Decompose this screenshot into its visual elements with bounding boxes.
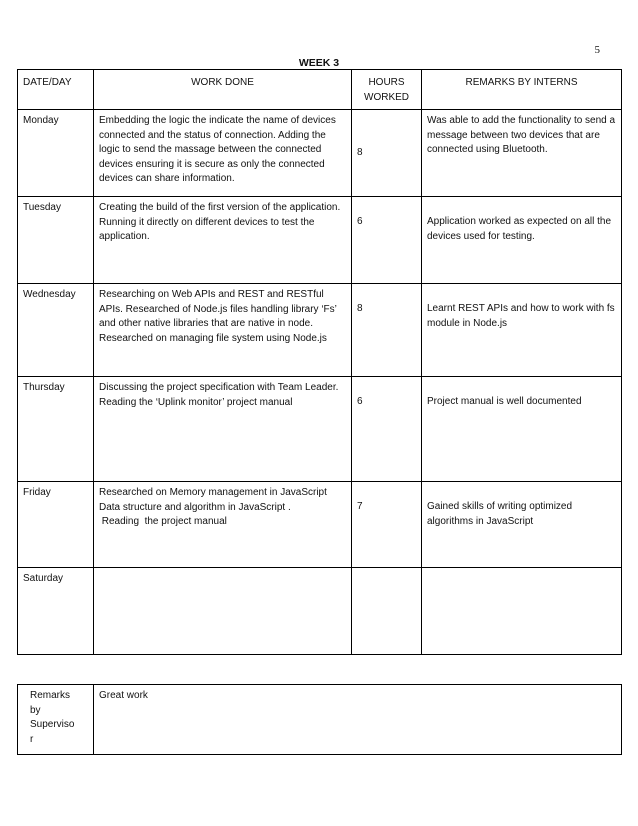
day-cell: Wednesday (18, 284, 94, 377)
supervisor-row (18, 685, 622, 755)
work-done-cell (94, 482, 352, 568)
supervisor-label-line: r (30, 733, 34, 745)
header-hours-line2: WORKED (364, 91, 409, 103)
header-work-done: WORK DONE (94, 70, 352, 110)
remarks-cell: Project manual is well documented (422, 377, 622, 482)
work-done-cell: Researching on Web APIs and REST and RESTful APIs. Researched of Node.js files handling library ‘Fs’ and other native libraries that are native in node. Researched on managing file system using Node.js (94, 284, 352, 377)
work-done-cell: Embedding the logic the indicate the name of devices connected and the status of connection. Adding the logic to send the massage between the connected devices ensuring it is secure as only the connected devices can share information. (94, 110, 352, 197)
hours-cell: 8 (352, 284, 422, 377)
remarks-cell: Was able to add the functionality to send a message between two devices that are connected using Bluetooth. (422, 110, 622, 197)
day-cell: Saturday (18, 568, 94, 655)
header-hours-line1: HOURS (368, 77, 405, 88)
supervisor-remark: Great work (94, 685, 622, 755)
table-header-row (18, 70, 622, 110)
day-cell: Friday (18, 482, 94, 568)
day-cell: Thursday (18, 377, 94, 482)
work-line: Data structure and algorithm in JavaScript . (99, 501, 291, 513)
remarks-cell: Learnt REST APIs and how to work with fs module in Node.js (422, 284, 622, 377)
remarks-cell: Gained skills of writing optimized algorithms in JavaScript (422, 482, 622, 568)
day-cell: Monday (18, 110, 94, 197)
remarks-cell: Application worked as expected on all the devices used for testing. (422, 197, 622, 284)
header-hours-worked (352, 70, 422, 110)
supervisor-label-line: Superviso (30, 719, 75, 730)
work-done-cell: Creating the build of the first version of the application. Running it directly on different devices to test the application. (94, 197, 352, 284)
hours-cell: 8 (352, 110, 422, 197)
hours-cell (352, 568, 422, 655)
table-row (18, 197, 622, 284)
hours-cell: 7 (352, 482, 422, 568)
supervisor-remarks-table (17, 684, 622, 755)
work-log-table (17, 69, 622, 655)
table-row (18, 377, 622, 482)
header-date-day: DATE/DAY (18, 70, 94, 110)
remarks-cell (422, 568, 622, 655)
supervisor-label-line: Remarks (30, 690, 71, 701)
table-row (18, 110, 622, 197)
page-number: 5 (594, 44, 600, 56)
day-cell: Tuesday (18, 197, 94, 284)
table-row (18, 482, 622, 568)
table-row (18, 284, 622, 377)
supervisor-label (18, 685, 94, 755)
work-line: Researched on Memory management in JavaScript (99, 487, 327, 498)
work-line: Reading the project manual (99, 516, 227, 527)
hours-cell: 6 (352, 197, 422, 284)
hours-cell: 6 (352, 377, 422, 482)
header-remarks-by-interns: REMARKS BY INTERNS (422, 70, 622, 110)
work-done-cell (94, 568, 352, 655)
supervisor-label-line: by (30, 704, 41, 716)
work-done-cell: Discussing the project specification with Team Leader. Reading the ‘Uplink monitor’ project manual (94, 377, 352, 482)
table-row (18, 568, 622, 655)
week-title: WEEK 3 (298, 57, 340, 69)
